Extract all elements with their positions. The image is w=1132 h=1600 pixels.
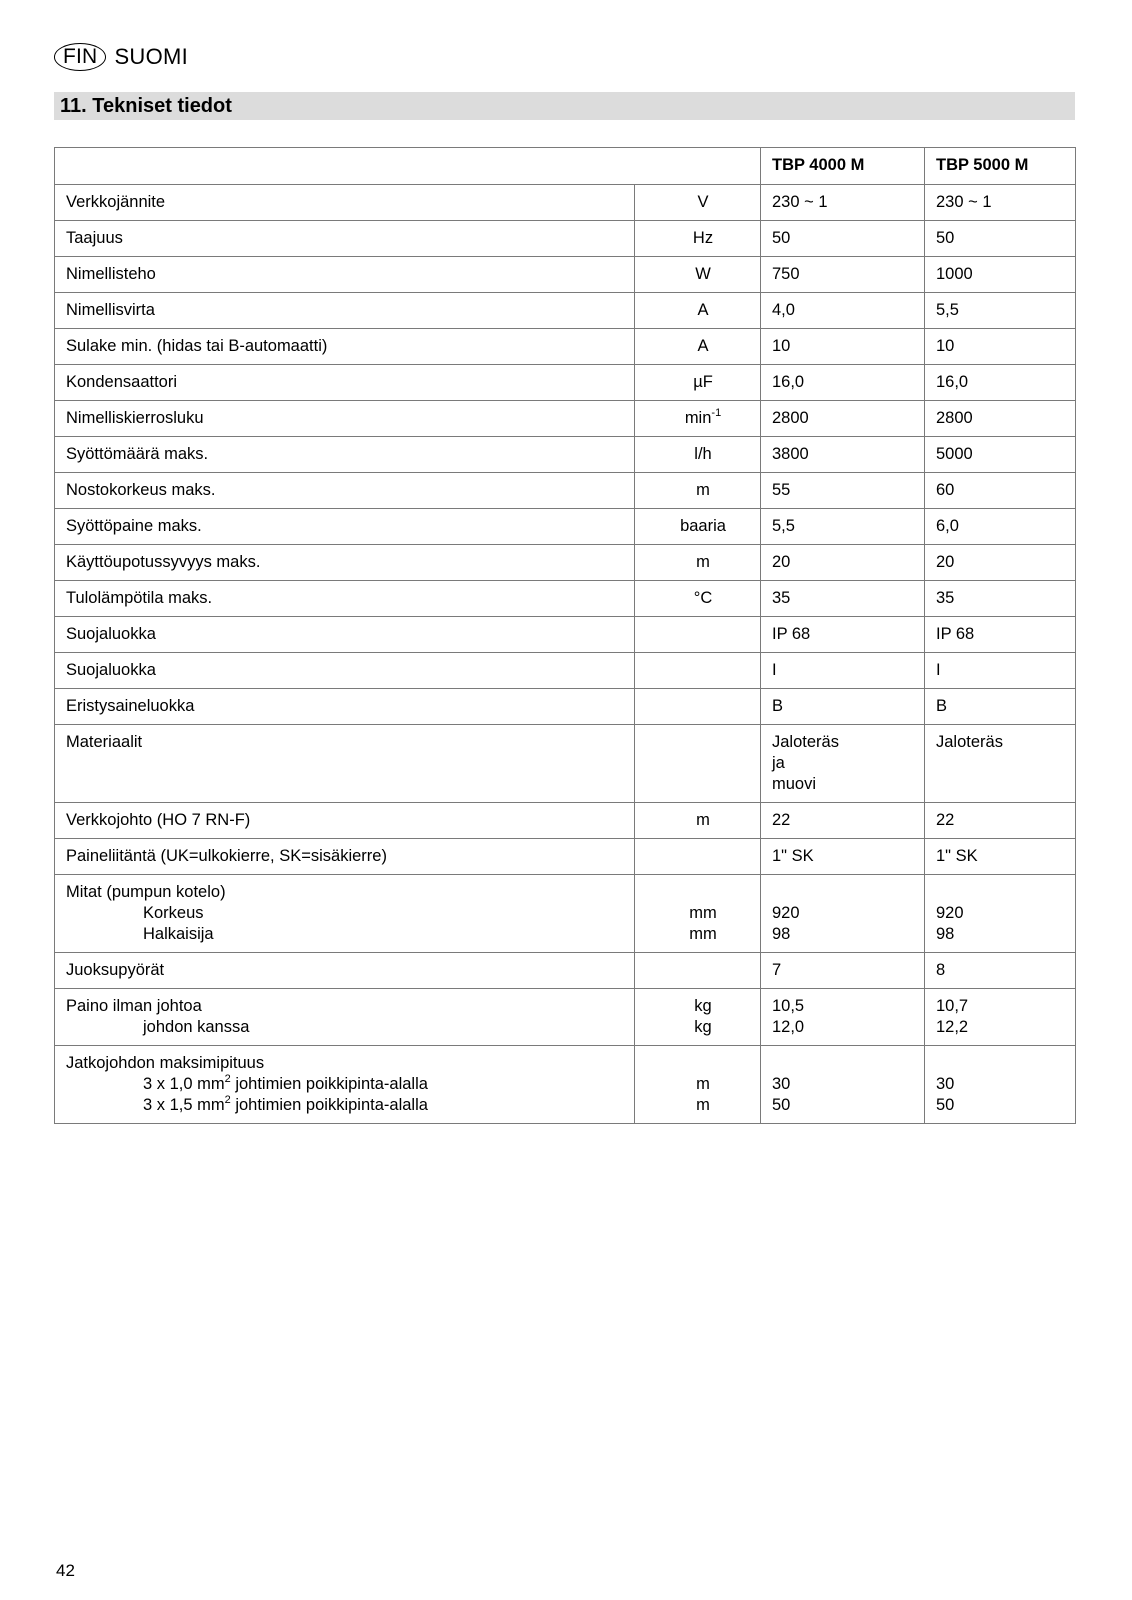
spec-value-tbp5000 [925, 581, 1076, 617]
spec-label [55, 437, 635, 473]
value-text: IP 68 [936, 625, 975, 643]
spec-label [55, 1046, 635, 1124]
spec-value-tbp5000 [925, 185, 1076, 221]
spec-label-text: Syöttöpaine maks. [66, 517, 202, 535]
value-line: 920 [772, 904, 800, 922]
value-text: 60 [936, 481, 955, 499]
table-row [55, 953, 1076, 989]
spec-unit [635, 803, 761, 839]
spec-unit-text: min [684, 409, 712, 427]
value-text: 16,0 [936, 373, 969, 391]
spec-value-tbp5000 [925, 953, 1076, 989]
spec-unit-text: baaria [680, 517, 726, 535]
spec-label [55, 839, 635, 875]
section-title: 11. Tekniset tiedot [60, 94, 232, 117]
value-text: 1" SK [936, 847, 978, 865]
spec-unit-text: kg [694, 997, 712, 1015]
spec-unit-text: V [697, 193, 709, 211]
spec-label-text: Materiaalit [66, 733, 143, 751]
spec-value-tbp5000 [925, 989, 1076, 1046]
value-text: I [936, 661, 941, 679]
table-row [55, 293, 1076, 329]
value-text: 35 [936, 589, 955, 607]
table-row-weight [55, 989, 1076, 1046]
spec-label [55, 989, 635, 1046]
value-line: ja [772, 754, 785, 772]
spec-value-tbp5000 [925, 401, 1076, 437]
spec-label [55, 293, 635, 329]
value-text: 8 [936, 961, 946, 979]
spec-value-tbp4000 [761, 257, 925, 293]
spec-label [55, 875, 635, 953]
table-row [55, 329, 1076, 365]
spec-unit [635, 653, 761, 689]
sublabel-part: 3 x 1,5 mm [143, 1096, 225, 1114]
spec-label [55, 725, 635, 803]
spec-label [55, 257, 635, 293]
value-line: 98 [772, 925, 791, 943]
spec-unit-text: °C [693, 589, 713, 607]
table-row [55, 653, 1076, 689]
spec-value-tbp4000 [761, 725, 925, 803]
value-text: 5,5 [936, 301, 959, 319]
value-text: 5000 [936, 445, 973, 463]
spec-label [55, 365, 635, 401]
spec-label [55, 689, 635, 725]
spec-unit-text: Hz [692, 229, 714, 247]
spec-unit-text: A [697, 301, 709, 319]
value-text: B [936, 697, 948, 715]
spec-value-tbp4000 [761, 839, 925, 875]
value-line: 30 [936, 1075, 955, 1093]
value-text: 10 [936, 337, 955, 355]
spec-value-tbp4000 [761, 989, 925, 1046]
spec-value-tbp4000 [761, 545, 925, 581]
value-text: 6,0 [936, 517, 959, 535]
value-text: 5,5 [772, 517, 795, 535]
spec-value-tbp5000 [925, 293, 1076, 329]
table-row [55, 257, 1076, 293]
spec-label-text: Käyttöupotussyvyys maks. [66, 553, 261, 571]
spec-label [55, 953, 635, 989]
spec-label [55, 401, 635, 437]
spec-label [55, 185, 635, 221]
spec-label [55, 653, 635, 689]
table-header-row [55, 148, 1076, 185]
header-empty-cell [55, 148, 761, 185]
table-row [55, 401, 1076, 437]
sublabel-part: 3 x 1,0 mm [143, 1075, 225, 1093]
spec-value-tbp4000 [761, 185, 925, 221]
value-text: 7 [772, 961, 782, 979]
spec-unit [635, 437, 761, 473]
value-text: 10 [772, 337, 791, 355]
spec-unit [635, 1046, 761, 1124]
squared-superscript: 2 [224, 1093, 231, 1106]
squared-superscript: 2 [224, 1072, 231, 1085]
spec-value-tbp4000 [761, 617, 925, 653]
spec-unit [635, 185, 761, 221]
value-line: muovi [772, 775, 817, 793]
spacer [936, 1053, 1075, 1074]
spec-unit-text: W [695, 265, 711, 283]
spec-unit-text: mm [689, 925, 717, 943]
table-row [55, 803, 1076, 839]
value-line: 10,5 [772, 997, 805, 1015]
value-text: 16,0 [772, 373, 805, 391]
spacer [936, 882, 1075, 903]
spec-unit [635, 989, 761, 1046]
spec-label-text: Suojaluokka [66, 661, 156, 679]
spec-value-tbp4000 [761, 221, 925, 257]
spec-value-tbp5000 [925, 473, 1076, 509]
spec-unit-text: m [696, 1075, 710, 1093]
spec-value-tbp5000 [925, 509, 1076, 545]
value-text: 20 [772, 553, 791, 571]
spec-label-text: Verkkojännite [66, 193, 166, 211]
model-header-tbp5000: TBP 5000 M [925, 148, 1076, 185]
spec-value-tbp4000 [761, 293, 925, 329]
spec-unit [635, 617, 761, 653]
value-line: 50 [772, 1096, 791, 1114]
spec-value-tbp5000 [925, 689, 1076, 725]
section-heading-bar [54, 92, 1075, 120]
spec-label [55, 545, 635, 581]
table-row [55, 689, 1076, 725]
spacer [646, 1053, 760, 1074]
sublabel-part: johtimien poikkipinta-alalla [230, 1075, 428, 1093]
table-row [55, 221, 1076, 257]
spec-value-tbp4000 [761, 473, 925, 509]
value-line: 30 [772, 1075, 791, 1093]
table-row [55, 185, 1076, 221]
technical-data-table [54, 147, 1076, 1124]
value-line: 50 [936, 1096, 955, 1114]
spec-unit [635, 473, 761, 509]
value-text: 2800 [936, 409, 973, 427]
spec-unit-text: µF [693, 373, 713, 391]
spec-unit-text: A [697, 337, 709, 355]
spec-label [55, 221, 635, 257]
value-text: 50 [936, 229, 955, 247]
spec-value-tbp4000 [761, 509, 925, 545]
spec-label-text: Nimellisvirta [66, 301, 155, 319]
spec-label-text: Sulake min. (hidas tai B-automaatti) [66, 337, 328, 355]
spec-unit [635, 953, 761, 989]
spec-unit-text: m [696, 481, 710, 499]
spec-label-text: Paino ilman johtoa [66, 997, 202, 1015]
table-row [55, 581, 1076, 617]
table-row [55, 839, 1076, 875]
value-text: 22 [772, 811, 791, 829]
spec-label-text: Nimelliskierrosluku [66, 409, 204, 427]
spec-value-tbp4000 [761, 401, 925, 437]
table-row [55, 437, 1076, 473]
table-row [55, 473, 1076, 509]
value-line: 920 [936, 904, 964, 922]
spec-unit-text: kg [694, 1018, 712, 1036]
value-text: 3800 [772, 445, 809, 463]
spec-unit-text: m [696, 811, 710, 829]
spec-value-tbp4000 [761, 653, 925, 689]
value-line: 12,0 [772, 1018, 805, 1036]
value-text: 22 [936, 811, 955, 829]
sublabel-part: johtimien poikkipinta-alalla [230, 1096, 428, 1114]
spec-label [55, 617, 635, 653]
spec-sublabel: johdon kanssa [143, 1018, 250, 1036]
value-text: 750 [772, 265, 800, 283]
spec-label-text: Syöttömäärä maks. [66, 445, 209, 463]
spec-value-tbp5000 [925, 365, 1076, 401]
spec-value-tbp4000 [761, 365, 925, 401]
spec-sublabel: Korkeus [143, 904, 204, 922]
spec-unit [635, 293, 761, 329]
spec-label-text: Tulolämpötila maks. [66, 589, 213, 607]
value-text: 55 [772, 481, 791, 499]
table-row-materials [55, 725, 1076, 803]
spec-unit-text: m [696, 553, 710, 571]
value-line: 12,2 [936, 1018, 969, 1036]
value-text: 2800 [772, 409, 809, 427]
spec-value-tbp5000 [925, 725, 1076, 803]
spec-unit [635, 689, 761, 725]
value-line: 10,7 [936, 997, 969, 1015]
spec-unit [635, 365, 761, 401]
spec-value-tbp5000 [925, 617, 1076, 653]
spec-unit-text: m [696, 1096, 710, 1114]
spec-label-text: Juoksupyörät [66, 961, 165, 979]
spec-value-tbp5000 [925, 1046, 1076, 1124]
spec-label-text: Nostokorkeus maks. [66, 481, 216, 499]
value-text: 50 [772, 229, 791, 247]
spec-label [55, 329, 635, 365]
table-row [55, 509, 1076, 545]
table-row-extension-cable [55, 1046, 1076, 1124]
value-text: 4,0 [772, 301, 795, 319]
spacer [646, 882, 760, 903]
spec-value-tbp4000 [761, 875, 925, 953]
table-row [55, 365, 1076, 401]
spec-unit [635, 329, 761, 365]
spec-label-text: Suojaluokka [66, 625, 156, 643]
spec-unit [635, 581, 761, 617]
spec-unit-text: l/h [694, 445, 712, 463]
spec-value-tbp4000 [761, 581, 925, 617]
spacer [772, 882, 924, 903]
spec-value-tbp4000 [761, 1046, 925, 1124]
language-header [54, 42, 188, 72]
spec-label-text: Jatkojohdon maksimipituus [66, 1054, 265, 1072]
spec-unit [635, 221, 761, 257]
spec-value-tbp5000 [925, 329, 1076, 365]
value-text: IP 68 [772, 625, 811, 643]
spec-label-text: Paineliitäntä (UK=ulkokierre, SK=sisäkierre) [66, 847, 387, 865]
value-text: I [772, 661, 777, 679]
spec-label-text: Mitat (pumpun kotelo) [66, 883, 226, 901]
spec-unit [635, 545, 761, 581]
spec-value-tbp5000 [925, 839, 1076, 875]
spec-label [55, 803, 635, 839]
spec-value-tbp5000 [925, 257, 1076, 293]
value-text: 1" SK [772, 847, 814, 865]
spec-unit [635, 839, 761, 875]
value-text: 230 ~ 1 [936, 193, 992, 211]
spec-value-tbp5000 [925, 875, 1076, 953]
spec-value-tbp4000 [761, 689, 925, 725]
spec-value-tbp4000 [761, 329, 925, 365]
spec-unit [635, 257, 761, 293]
spec-sublabel [66, 1074, 634, 1095]
model-header-tbp4000: TBP 4000 M [761, 148, 925, 185]
spec-sublabel [66, 1095, 634, 1116]
value-text: B [772, 697, 784, 715]
spec-value-tbp5000 [925, 653, 1076, 689]
spec-sublabel: Halkaisija [143, 925, 214, 943]
spec-unit [635, 509, 761, 545]
value-text: 1000 [936, 265, 973, 283]
value-line: Jaloteräs [772, 733, 839, 751]
spec-label-text: Nimellisteho [66, 265, 156, 283]
spec-value-tbp4000 [761, 437, 925, 473]
value-text: 35 [772, 589, 791, 607]
value-line: 98 [936, 925, 955, 943]
spec-unit [635, 401, 761, 437]
value-text: Jaloteräs [936, 733, 1003, 751]
table-row [55, 545, 1076, 581]
table-row [55, 617, 1076, 653]
spec-value-tbp5000 [925, 221, 1076, 257]
spec-label [55, 473, 635, 509]
spec-value-tbp5000 [925, 437, 1076, 473]
spec-label [55, 509, 635, 545]
spec-value-tbp4000 [761, 953, 925, 989]
spacer [772, 1053, 924, 1074]
value-text: 20 [936, 553, 955, 571]
spec-label-text: Kondensaattori [66, 373, 177, 391]
unit-superscript: -1 [711, 406, 722, 419]
spec-label-text: Eristysaineluokka [66, 697, 195, 715]
spec-unit [635, 725, 761, 803]
spec-label [55, 581, 635, 617]
value-text: 230 ~ 1 [772, 193, 828, 211]
spec-label-text: Verkkojohto (HO 7 RN-F) [66, 811, 251, 829]
spec-unit-text: mm [689, 904, 717, 922]
language-name: SUOMI [114, 44, 189, 69]
spec-label-text: Taajuus [66, 229, 123, 247]
spec-value-tbp5000 [925, 803, 1076, 839]
table-row-dimensions [55, 875, 1076, 953]
language-code-badge: FIN [54, 43, 106, 71]
spec-unit [635, 875, 761, 953]
page-number: 42 [56, 1561, 75, 1580]
spec-value-tbp5000 [925, 545, 1076, 581]
spec-value-tbp4000 [761, 803, 925, 839]
